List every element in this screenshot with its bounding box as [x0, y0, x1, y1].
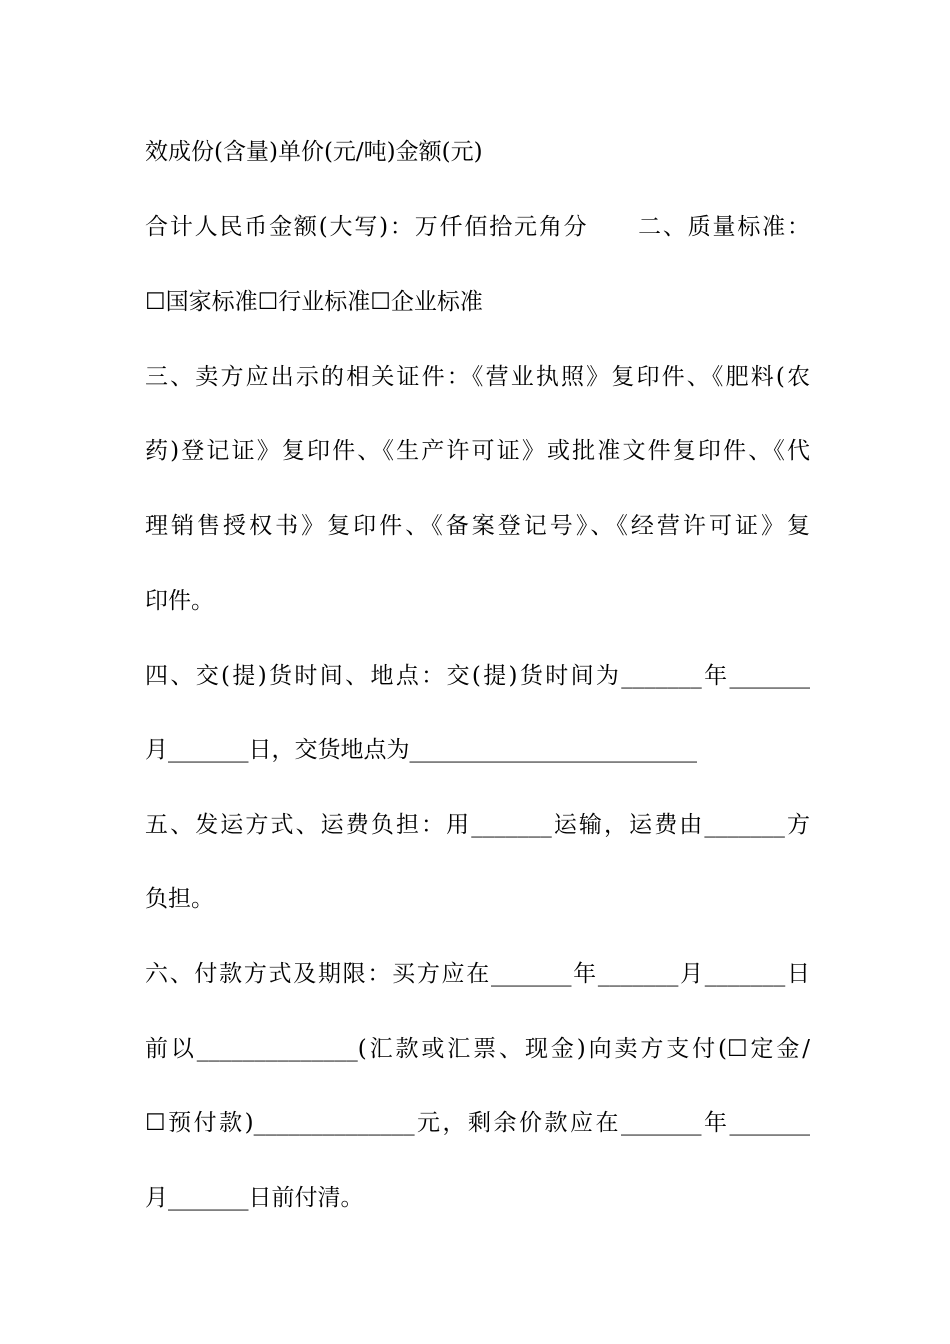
text-line-documents-2: 药)登记证》复印件、《生产许可证》或批准文件复印件、《代	[145, 438, 810, 464]
text-line-shipping-2: 负担。	[145, 886, 214, 912]
text-line-documents-4: 印件。	[145, 588, 214, 614]
text-line-ingredient-header: 效成份(含量)单价(元/吨)金额(元)	[145, 139, 483, 165]
text-line-payment-3: ☐预付款)______________元，剩余价款应在_______年_______	[145, 1110, 810, 1136]
text-line-delivery-2: 月_______日，交货地点为_________________________	[145, 737, 697, 763]
text-line-total-amount: 合计人民币金额(大写)：万仟佰拾元角分 二、质量标准：	[145, 214, 810, 240]
text-line-payment-2: 前以______________(汇款或汇票、现金)向卖方支付(☐定金/	[145, 1036, 810, 1062]
text-line-shipping-1: 五、发运方式、运费负担：用_______运输，运费由_______方	[145, 812, 810, 838]
text-line-payment-1: 六、付款方式及期限：买方应在_______年_______月_______日	[145, 961, 810, 987]
text-line-documents-1: 三、卖方应出示的相关证件：《营业执照》复印件、《肥料(农	[145, 364, 810, 390]
text-line-documents-3: 理销售授权书》复印件、《备案登记号》、《经营许可证》复	[145, 513, 810, 539]
text-line-standards: ☐国家标准☐行业标准☐企业标准	[145, 289, 483, 315]
text-line-delivery-1: 四、交(提)货时间、地点：交(提)货时间为_______年_______	[145, 663, 810, 689]
text-line-payment-4: 月_______日前付清。	[145, 1185, 364, 1211]
